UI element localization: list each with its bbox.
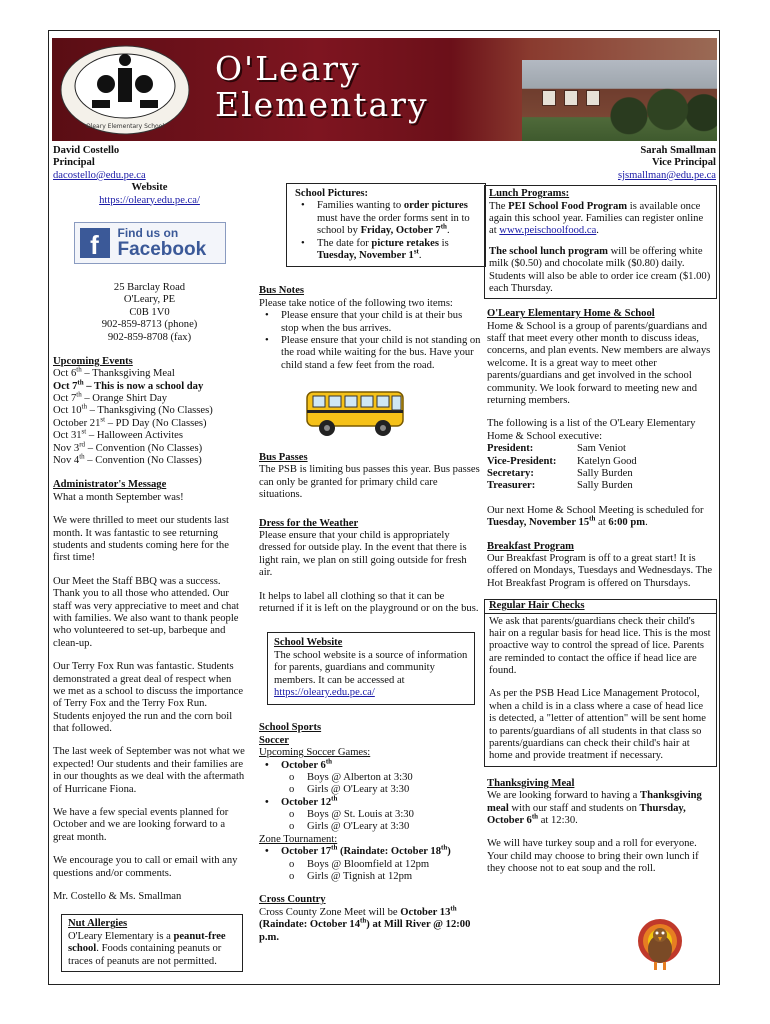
- soccer-title: Soccer: [259, 734, 289, 746]
- lunch-programs-text: The PEI School Food Program is available once again this school year. Families can register online at www.peischoolfood.ca.: [489, 200, 704, 237]
- principal-role: Principal: [53, 157, 95, 169]
- website-label: Website: [131, 182, 168, 194]
- phone: 902-859-8713 (phone): [101, 319, 198, 331]
- hair-checks-protocol: As per the PSB Head Lice Management Protocol, when a child is in a class where a case of head lice is detected, a "letter of attention" will be sent home to parents/guardians of all students in that class so parents/guardians can check their child's hair at home and provide treatment if necessary.: [489, 688, 706, 762]
- meeting-text: Our next Home & School Meeting is scheduled for Tuesday, November 15th at 6:00 pm.: [487, 504, 704, 529]
- admin-message: [53, 492, 246, 904]
- event-item: October 21st – PD Day (No Classes): [53, 415, 207, 429]
- nut-allergies-text: O'Leary Elementary is a peanut-free school. Foods containing peanuts or traces of peanuts are not permitted.: [68, 930, 226, 967]
- facebook-badge[interactable]: [74, 222, 226, 264]
- admin-paragraph: Our Meet the Staff BBQ was a success. Thank you to all those who attended. Our staff was very appreciative to meet and chat with families. We also want to thank people who volunteered to set-up, barbeque and clean-up.: [53, 575, 239, 649]
- facebook-icon: f: [80, 228, 110, 258]
- school-website-box: [267, 632, 475, 705]
- school-website-text: The school website is a source of information for parents, guardians and community members. It can be accessed at https://oleary.edu.pe.ca/: [274, 649, 468, 698]
- principal-name: David Costello: [53, 145, 120, 156]
- principal-email-link[interactable]: dacostello@edu.pe.ca: [53, 169, 146, 181]
- executive-role: President:: [487, 443, 534, 455]
- school-website-title: School Website: [274, 637, 343, 649]
- vp-name: Sarah Smallman: [640, 145, 716, 156]
- address-line: C0B 1V0: [129, 306, 170, 318]
- middle-column: [259, 145, 481, 944]
- zone-date: • October 17th (Raindate: October 18th): [259, 846, 481, 858]
- dress-weather-title: Dress for the Weather: [259, 517, 359, 529]
- hair-checks-box: [484, 599, 717, 767]
- thanksgiving-text: We are looking forward to having a Thanksgiving meal with our staff and students on Thursday, October 6th at 12:30.: [487, 790, 702, 826]
- admin-paragraph: We were thrilled to meet our students last month. It was fantastic to see returning students and students coming here for the first time!: [53, 515, 229, 564]
- address-line: 25 Barclay Road: [113, 281, 186, 293]
- school-logo: [58, 44, 193, 136]
- zone-game: o Boys @ Bloomfield at 12pm: [259, 859, 481, 871]
- window: [586, 90, 600, 106]
- bus-notes-title: Bus Notes: [259, 285, 305, 297]
- turkey-icon: [636, 917, 684, 973]
- event-item: Oct 31st – Halloween Activites: [53, 427, 184, 442]
- soccer-game: o Girls @ O'Leary at 3:30: [259, 821, 481, 833]
- lunch-programs-box: [484, 185, 717, 299]
- executive-row: [487, 443, 716, 455]
- upcoming-soccer-games: Upcoming Soccer Games:: [259, 747, 371, 759]
- executive-name: Sally Burden: [577, 480, 633, 492]
- admin-paragraph: We encourage you to call or email with any questions and/or comments.: [53, 855, 238, 879]
- executive-intro: The following is a list of the O'Leary Elementary Home & School executive:: [487, 418, 696, 442]
- nut-allergies-title: Nut Allergies: [68, 918, 128, 930]
- executive-role: Secretary:: [487, 467, 534, 479]
- pictures-item: • The date for picture retakes is Tuesday, November 1st.: [295, 238, 477, 263]
- trees: [607, 78, 717, 141]
- website-link[interactable]: https://oleary.edu.pe.ca/: [99, 194, 200, 206]
- executive-row: [487, 456, 716, 468]
- fax: 902-859-8708 (fax): [107, 331, 192, 343]
- lunch-program-details: The school lunch program will be offering white milk ($0.50) and chocolate milk ($0.80) daily. Students will also be able to order ice cream ($1.00) each Thursday.: [489, 245, 711, 294]
- facebook-line1: Find us on: [117, 226, 179, 241]
- event-item: Oct 7th – Orange Shirt Day: [53, 390, 168, 405]
- school-sports-title: School Sports: [259, 722, 322, 734]
- soccer-game: o Girls @ O'Leary at 3:30: [259, 784, 481, 796]
- zone-tournament-title: Zone Tournament:: [259, 833, 338, 845]
- peischoolfood-link[interactable]: www.peischoolfood.ca: [499, 225, 597, 237]
- admin-paragraph: Mr. Costello & Ms. Smallman: [53, 890, 182, 902]
- dress-weather-text-2: It helps to label all clothing so that it can be returned if it is left on the playground or on the bus.: [259, 590, 479, 614]
- soccer-date: • October 6th: [259, 760, 481, 772]
- admin-paragraph: The last week of September was not what we expected! Our students and their families are in our thoughts as we deal with the aftermath of Hurricane Fiona.: [53, 746, 245, 795]
- soccer-game: o Boys @ Alberton at 3:30: [259, 772, 481, 784]
- soccer-game: o Boys @ St. Louis at 3:30: [259, 809, 481, 821]
- dress-weather-text: Please ensure that your child is appropriately dressed for outside play. In the event that there is light rain, we plan on still going outside for fresh air.: [259, 530, 467, 579]
- hair-checks-text: We ask that parents/guardians check their child's hair on a regular basis for head lice. This is the most proactive way to control the spread of lice. Parents are reminded to contact the office if head lice are found.: [489, 615, 711, 677]
- home-school-title: O'Leary Elementary Home & School: [487, 308, 655, 320]
- cross-country-title: Cross Country: [259, 894, 326, 906]
- facebook-line2: Facebook: [117, 239, 207, 261]
- executive-row: [487, 480, 716, 492]
- zone-game: o Girls @ Tignish at 12pm: [259, 871, 481, 883]
- title-line-2: Elementary: [215, 85, 429, 124]
- executive-role: Treasurer:: [487, 480, 536, 492]
- window: [542, 90, 556, 106]
- admin-paragraph: What a month September was!: [53, 491, 184, 503]
- executive-name: Sally Burden: [577, 467, 633, 479]
- executive-row: [487, 468, 716, 480]
- admin-paragraph: We have a few special events planned for October and we are looking forward to a great month.: [53, 807, 229, 843]
- executive-name: Katelyn Good: [577, 455, 637, 467]
- breakfast-text: Our Breakfast Program is off to a great start! It is offered on Mondays, Tuesdays and Wednesdays. The Hot Breakfast Program is offered on Thursdays.: [487, 552, 713, 589]
- bus-passes-title: Bus Passes: [259, 452, 308, 464]
- thanksgiving-soup-text: We will have turkey soup and a roll for everyone. Your child may choose to bring their own lunch if they choose not to eat soup and the roll.: [487, 838, 699, 875]
- event-item: Oct 10th – Thanksgiving (No Classes): [53, 402, 213, 417]
- soccer-date: • October 12th: [259, 797, 481, 809]
- window: [564, 90, 578, 106]
- event-item: Nov 3rd – Convention (No Classes): [53, 440, 203, 454]
- vp-role: Vice Principal: [651, 157, 716, 169]
- school-pictures-title: School Pictures:: [295, 188, 369, 199]
- event-item: Nov 4th – Convention (No Classes): [53, 452, 202, 467]
- school-pictures-box: [286, 183, 486, 267]
- admin-message-title: Administrator's Message: [53, 479, 167, 491]
- home-school-text: Home & School is a group of parents/guardians and staff that meet every other month to discuss ideas, concerns, and plan events. New members are always welcome. It is a great way to meet other parents/guardians and get involved in the school community. We look forward to meeting new and returning members.: [487, 320, 711, 407]
- nut-allergies-box: [61, 914, 243, 972]
- upcoming-events-title: Upcoming Events: [53, 355, 133, 367]
- executive-list: [487, 443, 716, 493]
- executive-name: Sam Veniot: [577, 443, 626, 455]
- admin-paragraph: Our Terry Fox Run was fantastic. Students demonstrated a great deal of respect when we met as a school to discuss the importance of Terry Fox and the Terry Fox Run. Students enjoyed the run and the corn boil that followed.: [53, 661, 244, 735]
- school-bus-icon: [301, 382, 409, 440]
- executive-role: Vice-President:: [487, 455, 557, 467]
- bus-notes-intro: Please take notice of the following two items:: [259, 297, 453, 309]
- lunch-programs-title: Lunch Programs:: [489, 188, 570, 200]
- events-list: [53, 365, 246, 467]
- logo-text: Oleary Elementary School: [85, 123, 165, 130]
- title-line-1: O'Leary: [215, 49, 361, 88]
- hair-checks-title: Regular Hair Checks: [485, 600, 716, 613]
- pictures-item: • Families wanting to order pictures must have the order forms sent in to school by Friday, October 7th.: [295, 200, 477, 237]
- event-item: Oct 7th – This is now a school day: [53, 378, 204, 392]
- event-item: Oct 6th – Thanksgiving Meal: [53, 365, 175, 380]
- address-line: O'Leary, PE: [123, 294, 176, 306]
- breakfast-title: Breakfast Program: [487, 540, 574, 552]
- vp-email-link[interactable]: sjsmallman@edu.pe.ca: [617, 169, 716, 181]
- school-website-link[interactable]: https://oleary.edu.pe.ca/: [274, 686, 375, 698]
- thanksgiving-title: Thanksgiving Meal: [487, 777, 575, 789]
- bus-passes-text: The PSB is limiting bus passes this year. Bus passes can only be granted for primary child care situations.: [259, 464, 480, 501]
- left-column: [53, 145, 246, 972]
- bus-note-item: • Please ensure that your child is not standing on the road while waiting for the bus. Have your child stand a few feet from the road.: [259, 335, 481, 372]
- bus-note-item: • Please ensure that your child is at their bus stop when the bus arrives.: [259, 310, 481, 335]
- right-column: [487, 145, 716, 876]
- address-block: [53, 282, 246, 344]
- cross-country-text: Cross County Zone Meet will be October 13th (Raindate: October 14th) at Mill River @ 12:00 p.m.: [259, 904, 471, 943]
